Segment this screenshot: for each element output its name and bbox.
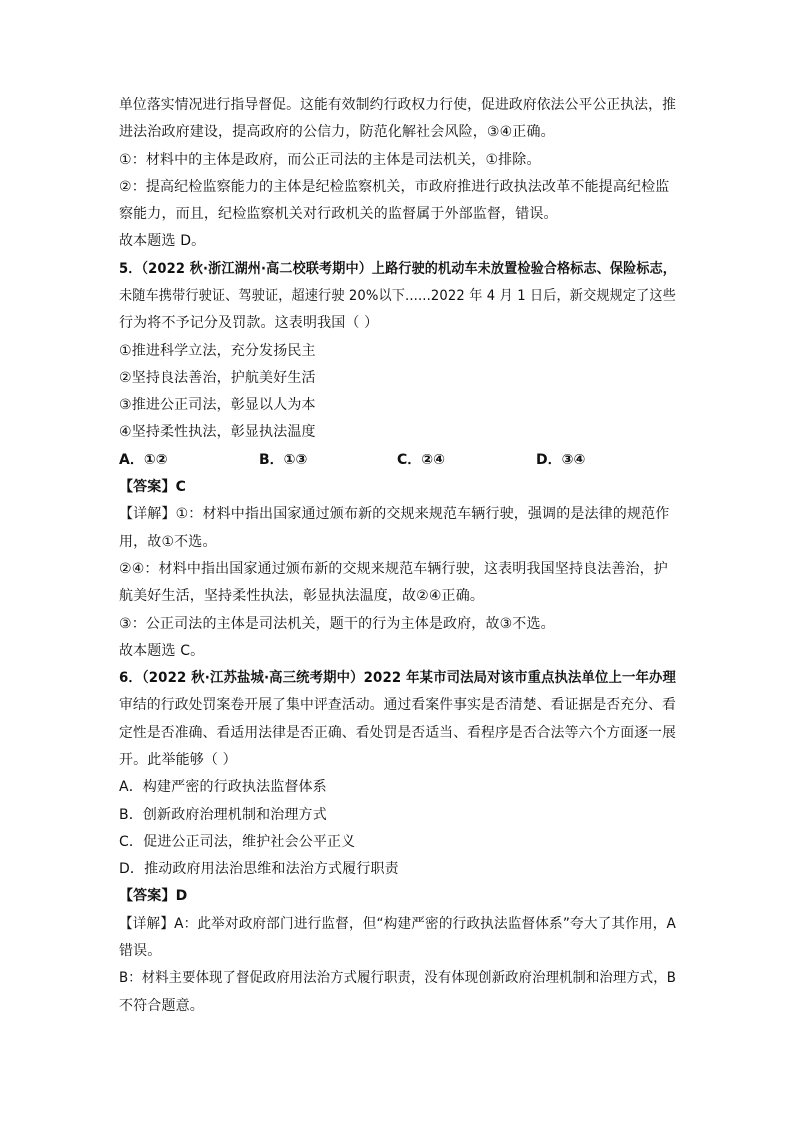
answer-label: 【答案】D	[119, 888, 188, 904]
answer-conclusion: 故本题选 D。	[119, 233, 206, 249]
explanation-line: 错误。	[119, 943, 162, 959]
statement-2: ②坚持良法善治，护航美好生活	[119, 370, 316, 386]
answer-label: 【答案】C	[119, 479, 187, 495]
text-line: 行为将不予记分及罚款。这表明我国（ ）	[119, 315, 379, 331]
option-a: A．①②	[119, 452, 168, 468]
explanation-line: ②④：材料中指出国家通过颁布新的交规来规范车辆行驶，这表明我国坚持良法善治，护	[119, 561, 668, 577]
text-line: ②：提高纪检监察能力的主体是纪检监察机关，市政府推进行政执法改革不能提高纪检监	[119, 179, 670, 195]
text-line: ①：材料中的主体是政府，而公正司法的主体是司法机关，①排除。	[119, 152, 541, 168]
option-c: C．②④	[397, 452, 445, 468]
statement-3: ③推进公正司法，彰显以人为本	[119, 397, 316, 413]
explanation-line: B：材料主要体现了督促政府用法治方式履行职责，没有体现创新政府治理机制和治理方式，B	[119, 970, 677, 986]
question-5-stem: 5．（2022 秋·浙江湖州·高二校联考期中）上路行驶的机动车未放置检验合格标志、保险标志，	[119, 261, 677, 277]
statement-1: ①推进科学立法，充分发扬民主	[119, 343, 316, 359]
text-line: 未随车携带行驶证、驾驶证，超速行驶 20%以下......2022 年 4 月 1 日后，新交规规定了这些	[119, 288, 676, 304]
explanation-line: 用，故①不选。	[119, 534, 217, 550]
option-d: D．推动政府用法治思维和法治方式履行职责	[119, 861, 399, 877]
explanation-line: 航美好生活，坚持柔性执法，彰显执法温度，故②④正确。	[119, 588, 484, 604]
explanation-line: 【详解】A：此举对政府部门进行监督，但“构建严密的行政执法监督体系”夸大了其作用，A	[119, 916, 676, 932]
text-line: 进法治政府建设，提高政府的公信力，防范化解社会风险，③④正确。	[119, 124, 555, 140]
option-b: B．①③	[259, 452, 308, 468]
option-d: D．③④	[536, 452, 586, 468]
text-line: 开。此举能够（ ）	[119, 752, 237, 768]
option-c: C．促进公正司法，维护社会公平正义	[119, 834, 356, 850]
text-line: 审结的行政处罚案卷开展了集中评查活动。通过看案件事实是否清楚、看证据是否充分、看	[119, 697, 677, 713]
option-a: A．构建严密的行政执法监督体系	[119, 779, 327, 795]
explanation-line: 不符合题意。	[119, 998, 204, 1014]
answer-conclusion: 故本题选 C。	[119, 643, 205, 659]
explanation-line: ③：公正司法的主体是司法机关，题干的行为主体是政府，故③不选。	[119, 616, 555, 632]
text-line: 定性是否准确、看适用法律是否正确、看处罚是否适当、看程序是否合法等六个方面逐一展	[119, 725, 677, 741]
text-line: 察能力，而且，纪检监察机关对行政机关的监督属于外部监督，错误。	[119, 206, 558, 222]
option-b: B．创新政府治理机制和治理方式	[119, 807, 327, 823]
statement-4: ④坚持柔性执法，彰显执法温度	[119, 424, 316, 440]
text-line: 单位落实情况进行指导督促。这能有效制约行政权力行使，促进政府依法公平公正执法，推	[119, 97, 677, 113]
explanation-line: 【详解】①：材料中指出国家通过颁布新的交规来规范车辆行驶，强调的是法律的规范作	[119, 506, 670, 522]
question-6-stem: 6．（2022 秋·江苏盐城·高三统考期中）2022 年某市司法局对该市重点执法单位上一年办理	[119, 670, 677, 686]
